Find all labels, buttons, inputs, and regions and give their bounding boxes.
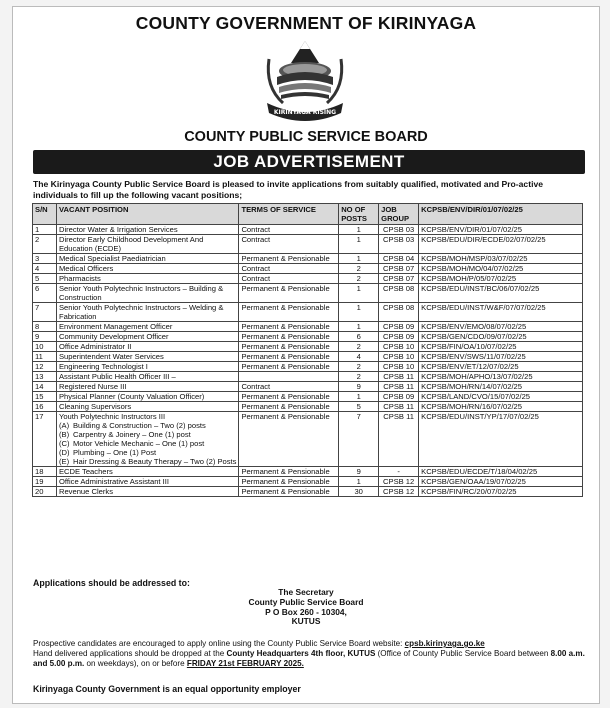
cell-job-reference: KCPSB/LAND/CVO/15/07/02/25 [419,392,583,402]
cell-sn: 10 [33,342,57,352]
table-row [33,412,583,467]
cell-job-reference: KCPSB/MOH/RN/14/07/02/25 [419,382,583,392]
table-row [33,487,583,497]
sub-position-text: Carpentry & Joinery – One (1) post [72,430,191,439]
cell-job-group: CPSB 10 [379,352,419,362]
sub-position-text: Hair Dressing & Beauty Therapy – Two (2) Posts [72,457,237,466]
equal-opportunity-statement: Kirinyaga County Government is an equal opportunity employer [33,684,301,694]
cell-job-reference: KCPSB/GEN/OAA/19/07/02/25 [419,477,583,487]
sub-position-label: (D) [58,448,70,457]
cell-job-group: CPSB 12 [379,477,419,487]
cell-position: Assistant Public Health Officer III – [56,372,238,382]
cell-posts: 1 [339,284,379,303]
cell-job-group: CPSB 11 [379,402,419,412]
cell-terms: Permanent & Pensionable [239,284,339,303]
cell-posts: 5 [339,402,379,412]
sub-position [59,439,236,448]
table-header-row [33,204,583,225]
sub-position [59,457,236,466]
cell-position [56,412,238,467]
cell-sn: 17 [33,412,57,467]
cell-job-reference: KCPSB/ENV/ET/12/07/02/25 [419,362,583,372]
cell-job-reference: KCPSB/ENV/DIR/01/07/02/25 [419,225,583,235]
cell-job-reference: KCPSB/MOH/MSP/03/07/02/25 [419,254,583,264]
job-advertisement-banner: JOB ADVERTISEMENT [33,150,585,174]
table-row [33,274,583,284]
cell-job-reference: KCPSB/EDU/INST/BC/06/07/02/25 [419,284,583,303]
cell-posts: 1 [339,322,379,332]
cell-sn: 5 [33,274,57,284]
cell-position: Director Early Childhood Development And Education (ECDE) [56,235,238,254]
county-logo-icon [257,37,353,127]
sub-position-label: (B) [58,430,70,439]
cell-job-reference: KCPSB/GEN/CDO/09/07/02/25 [419,332,583,342]
cell-job-group: CPSB 03 [379,225,419,235]
cell-terms: Contract [239,235,339,254]
sub-position-label: (E) [58,457,70,466]
cell-job-group: CPSB 09 [379,322,419,332]
website-link[interactable]: cpsb.kirinyaga.go.ke [404,639,485,648]
cell-position: Pharmacists [56,274,238,284]
cell-position: Superintendent Water Services [56,352,238,362]
cell-terms: Permanent & Pensionable [239,303,339,322]
county-title: COUNTY GOVERNMENT OF KIRINYAGA [135,13,477,33]
header-group: JOB GROUP [379,204,419,225]
cell-posts: 1 [339,303,379,322]
cell-job-group: CPSB 10 [379,362,419,372]
cell-job-group: CPSB 03 [379,235,419,254]
position-title: Youth Polytechnic Instructors III [58,412,166,421]
header-reference: KCPSB/ENV/DIR/01/07/02/25 [419,204,583,225]
cell-job-group: CPSB 09 [379,332,419,342]
cell-posts: 4 [339,352,379,362]
header-sn: S/N [33,204,57,225]
postal-address [13,588,599,627]
cell-job-group: CPSB 11 [379,372,419,382]
cell-posts: 2 [339,362,379,372]
cell-posts: 1 [339,392,379,402]
cell-job-reference: KCPSB/MOH/RN/16/07/02/25 [419,402,583,412]
table-row [33,303,583,322]
cell-job-reference: KCPSB/EDU/DIR/ECDE/02/07/02/25 [419,235,583,254]
cell-job-group: CPSB 07 [379,274,419,284]
cell-sn: 8 [33,322,57,332]
cell-job-group: CPSB 09 [379,392,419,402]
table-row [33,352,583,362]
hand-delivery-text: (Office of County Public Service Board between [375,649,551,658]
hand-delivery-text: Hand delivered applications should be dropped at the [33,649,227,658]
cell-posts: 1 [339,477,379,487]
cell-terms: Contract [239,264,339,274]
table-row [33,467,583,477]
cell-sn: 9 [33,332,57,342]
cell-posts: 9 [339,382,379,392]
cell-terms: Permanent & Pensionable [239,487,339,497]
cell-sn: 16 [33,402,57,412]
table-row [33,235,583,254]
cell-terms: Permanent & Pensionable [239,477,339,487]
cell-posts: 30 [339,487,379,497]
cell-position: Cleaning Supervisors [56,402,238,412]
cell-job-group: CPSB 11 [379,412,419,467]
cell-job-reference: KCPSB/MOH/MO/04/07/02/25 [419,264,583,274]
address-line: P O Box 260 - 10304, [265,606,347,617]
delivery-location: County Headquarters 4th floor, KUTUS [226,649,376,658]
intro-paragraph: The Kirinyaga County Public Service Board is pleased to invite applications from suitably qualified, motivated and Pro-active individuals to fill up the following vacant positions; [33,179,544,200]
cell-sn: 20 [33,487,57,497]
table-row [33,392,583,402]
cell-job-group: CPSB 10 [379,342,419,352]
cell-job-reference: KCPSB/FIN/OA/10/07/02/25 [419,342,583,352]
cell-terms: Contract [239,382,339,392]
cell-terms: Permanent & Pensionable [239,332,339,342]
vacancies-table [32,203,583,497]
cell-posts: 2 [339,264,379,274]
address-line: The Secretary [278,587,334,597]
cell-sn: 15 [33,392,57,402]
cell-position: Community Development Officer [56,332,238,342]
header-posts: NO OF POSTS [339,204,379,225]
cell-position: Office Administrator II [56,342,238,352]
table-row [33,372,583,382]
cell-job-reference: KCPSB/ENV/EMO/08/07/02/25 [419,322,583,332]
online-instruction: Prospective candidates are encouraged to apply online using the County Public Service Board website: [33,639,405,648]
cell-posts: 6 [339,332,379,342]
cell-sn: 12 [33,362,57,372]
cell-terms: Permanent & Pensionable [239,322,339,332]
cell-posts: 9 [339,467,379,477]
cell-sn: 4 [33,264,57,274]
cell-posts: 2 [339,274,379,284]
cell-position: Senior Youth Polytechnic Instructors – Welding & Fabrication [56,303,238,322]
cell-sn: 19 [33,477,57,487]
cell-job-group: - [379,467,419,477]
cell-job-reference: KCPSB/EDU/ECDE/T/18/04/02/25 [419,467,583,477]
sub-position-text: Motor Vehicle Mechanic – One (1) post [72,439,205,448]
cell-job-reference: KCPSB/MOH/P/05/07/02/25 [419,274,583,284]
table-row [33,264,583,274]
cell-job-group: CPSB 08 [379,284,419,303]
sub-position-text: Building & Construction – Two (2) posts [72,421,206,430]
cell-sn: 7 [33,303,57,322]
cell-position: Medical Officers [56,264,238,274]
cell-position: Director Water & Irrigation Services [56,225,238,235]
cell-job-group: CPSB 11 [379,382,419,392]
cell-terms: Permanent & Pensionable [239,392,339,402]
cell-job-reference: KCPSB/ENV/SWS/11/07/02/25 [419,352,583,362]
cell-job-group: CPSB 08 [379,303,419,322]
cell-terms: Permanent & Pensionable [239,362,339,372]
cell-position: Revenue Clerks [56,487,238,497]
sub-position [59,421,236,430]
cell-job-reference: KCPSB/EDU/INST/W&F/07/07/02/25 [419,303,583,322]
table-row [33,342,583,352]
cell-job-reference: KCPSB/FIN/RC/20/07/02/25 [419,487,583,497]
cell-posts: 2 [339,372,379,382]
cell-position: ECDE Teachers [56,467,238,477]
hand-delivery-text: on weekdays), on or before [84,659,187,668]
cell-position: Engineering Technologist I [56,362,238,372]
cell-posts: 2 [339,342,379,352]
cell-terms: Permanent & Pensionable [239,402,339,412]
address-line: KUTUS [291,616,321,627]
cell-sn: 6 [33,284,57,303]
table-row [33,402,583,412]
cell-sn: 1 [33,225,57,235]
cell-sn: 14 [33,382,57,392]
cell-posts: 1 [339,235,379,254]
application-instructions [33,639,585,669]
cell-position: Office Administrative Assistant III [56,477,238,487]
table-row [33,284,583,303]
advertisement-page [12,6,600,704]
cell-terms: Permanent & Pensionable [239,352,339,362]
cell-terms: Permanent & Pensionable [239,342,339,352]
cell-sn: 2 [33,235,57,254]
cell-position: Environment Management Officer [56,322,238,332]
cell-position: Medical Specialist Paediatrician [56,254,238,264]
cell-terms: Permanent & Pensionable [239,254,339,264]
office-hours: 8.00 a.m. and 5.00 p.m. [33,649,585,668]
table-body [33,225,583,497]
sub-position [59,448,236,457]
cell-position: Physical Planner (County Valuation Officer) [56,392,238,402]
cell-sn: 18 [33,467,57,477]
board-title: COUNTY PUBLIC SERVICE BOARD [184,129,428,145]
cell-position: Senior Youth Polytechnic Instructors – Building & Construction [56,284,238,303]
cell-job-group: CPSB 07 [379,264,419,274]
cell-job-group: CPSB 12 [379,487,419,497]
cell-sn: 13 [33,372,57,382]
table-row [33,362,583,372]
sub-position [59,430,236,439]
cell-posts: 1 [339,254,379,264]
cell-terms: Contract [239,274,339,284]
logo-motto: KIRINYAGA RISING [273,109,337,116]
table-row [33,254,583,264]
cell-posts: 1 [339,225,379,235]
address-line: County Public Service Board [248,596,364,607]
cell-sn: 3 [33,254,57,264]
cell-terms [239,372,339,382]
table-row [33,225,583,235]
cell-terms: Permanent & Pensionable [239,412,339,467]
cell-job-reference: KCPSB/MOH/APHO/13/07/02/25 [419,372,583,382]
cell-sn: 11 [33,352,57,362]
table-row [33,322,583,332]
cell-job-reference: KCPSB/EDU/INST/YP/17/07/02/25 [419,412,583,467]
cell-job-group: CPSB 04 [379,254,419,264]
table-row [33,332,583,342]
cell-posts: 7 [339,412,379,467]
table-row [33,477,583,487]
table-row [33,382,583,392]
cell-position: Registered Nurse III [56,382,238,392]
sub-position-label: (A) [58,421,70,430]
sub-position-text: Plumbing – One (1) Post [72,448,157,457]
sub-position-label: (C) [58,439,70,448]
header-position: VACANT POSITION [56,204,238,225]
cell-terms: Permanent & Pensionable [239,467,339,477]
address-heading: Applications should be addressed to: [33,578,190,588]
cell-terms: Contract [239,225,339,235]
deadline: FRIDAY 21st FEBRUARY 2025. [186,659,304,668]
header-terms: TERMS OF SERVICE [239,204,339,225]
